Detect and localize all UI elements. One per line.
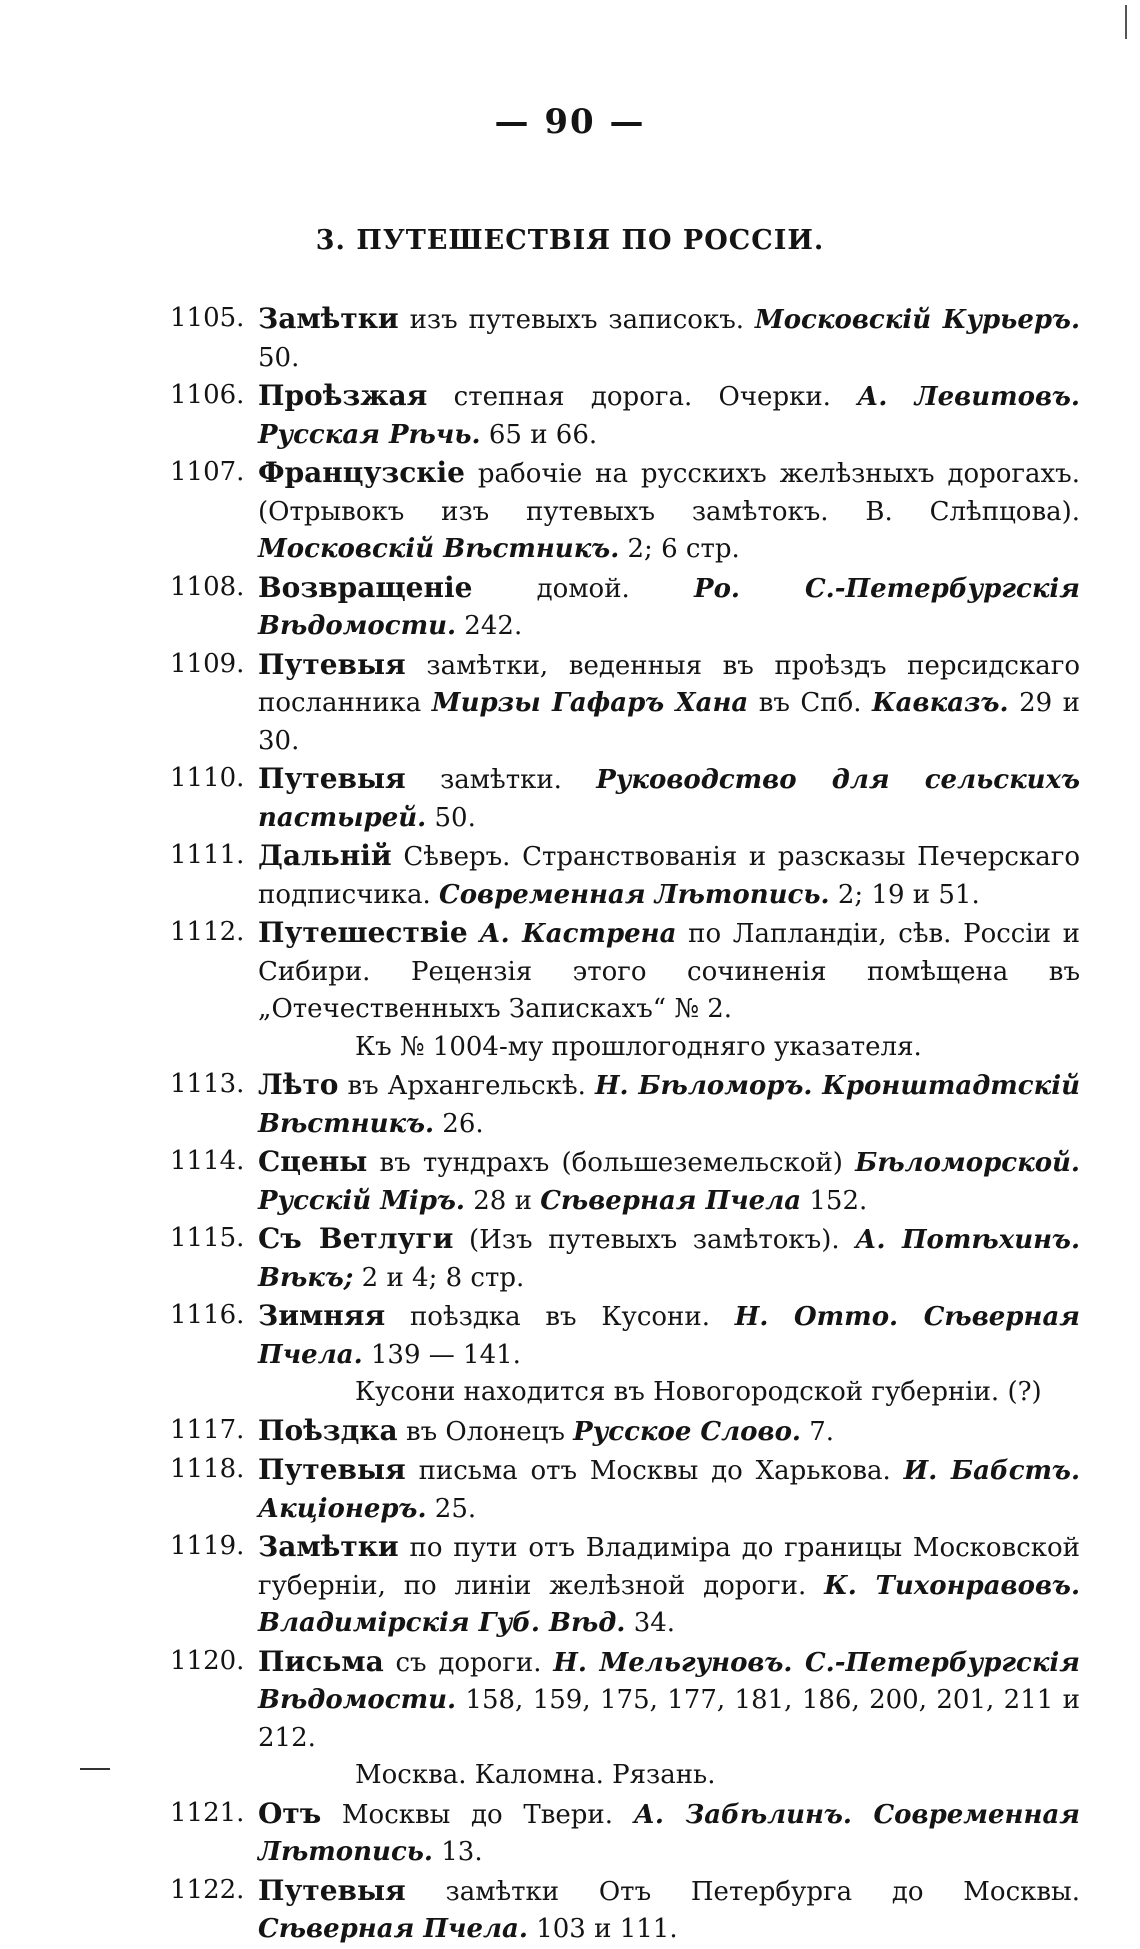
entry-source: Сѣверная Пчела. xyxy=(258,1914,528,1944)
entry-text: въ Олонецъ xyxy=(397,1416,574,1447)
entry-source: Н. Отто. Сѣверная Пчела. xyxy=(258,1302,1080,1370)
section-title: 3. ПУТЕШЕСТВІЯ ПО РОССІИ. xyxy=(315,225,825,256)
entry-note: Къ № 1004-му прошлогодняго указателя. xyxy=(355,1031,922,1062)
entry-number: 1105. xyxy=(170,303,245,333)
entry-text: поѣздка въ Кусони. xyxy=(385,1302,735,1332)
entry-text: съ дороги. xyxy=(383,1647,554,1678)
entry-text: 2; 6 стр. xyxy=(619,534,740,564)
list-item xyxy=(170,1220,1080,1297)
entry-text: замѣтки. xyxy=(405,765,597,795)
entry-source: Московскій Курьеръ. xyxy=(754,305,1081,335)
entry-number: 1111. xyxy=(170,840,245,870)
entry-source: Бѣломорской. Русскій Міръ. xyxy=(258,1148,1080,1216)
entry-number: 1117. xyxy=(170,1414,245,1445)
entry-title-keyword: Путешествіе xyxy=(258,916,468,949)
list-item xyxy=(170,646,1080,761)
entry-title-keyword: Французскіе xyxy=(258,456,465,489)
list-item xyxy=(170,300,1080,377)
margin-mark xyxy=(80,1768,110,1770)
entry-text: 242. xyxy=(456,611,523,641)
entry-title-keyword: Съ Ветлуги xyxy=(258,1222,454,1255)
entry-title-keyword: Замѣтки xyxy=(258,1530,399,1563)
entry-note: Кусони находится въ Новогородской губерніи. (?) xyxy=(355,1377,1042,1407)
entry-text: домой. xyxy=(472,573,695,604)
entry-source: Ро. С.-Петербургскія Вѣдомости. xyxy=(258,573,1080,641)
entry-title-keyword: Замѣтки xyxy=(258,302,399,335)
entry-number: 1112. xyxy=(170,917,245,947)
entry-text: степная дорога. Очерки. xyxy=(427,382,858,412)
entry-text: 25. xyxy=(426,1493,477,1524)
entry-text: по пути отъ Владиміра до границы Московской губерніи, по линіи желѣзной дороги. xyxy=(258,1533,1080,1601)
entry-text: въ тундрахъ (большеземельской) xyxy=(367,1148,856,1178)
entry-number: 1119. xyxy=(170,1531,245,1561)
entry-text: 50. xyxy=(258,342,300,373)
entry-text xyxy=(468,919,480,949)
entry-source: И. Бабстъ. Акціонеръ. xyxy=(258,1456,1080,1524)
entry-text: 152. xyxy=(801,1185,868,1216)
entry-text: замѣтки, веденныя въ проѣздъ персидскаго посланника xyxy=(258,650,1080,718)
entry-text: 28 и xyxy=(464,1185,541,1216)
entry-title-keyword: Проѣзжая xyxy=(258,379,428,412)
entry-source: К. Тихонравовъ. Владимірскія Губ. Вѣд. xyxy=(258,1570,1080,1638)
entry-text: замѣтки Отъ Петербурга до Москвы. xyxy=(405,1876,1080,1907)
entry-title-keyword: Путевыя xyxy=(258,1453,406,1486)
entry-title-keyword: Зимняя xyxy=(258,1299,386,1332)
entry-number: 1106. xyxy=(170,380,245,410)
list-item xyxy=(170,1412,1080,1452)
entry-source: А. Забѣлинъ. Современная Лѣтопись. xyxy=(258,1799,1080,1867)
entry-source: Московскій Вѣстникъ. xyxy=(258,534,620,564)
entry-text: въ Архангельскѣ. xyxy=(338,1071,595,1101)
entry-number: 1107. xyxy=(170,457,245,487)
entry-title-keyword: Сцены xyxy=(258,1145,368,1178)
list-item xyxy=(170,1795,1080,1872)
page-edge-mark xyxy=(1125,5,1127,39)
entry-title-keyword: Письма xyxy=(258,1644,384,1678)
entry-number: 1114. xyxy=(170,1146,245,1176)
entry-number: 1109. xyxy=(170,648,245,679)
entry-source: А. Потѣхинъ. Вѣкъ; xyxy=(258,1225,1081,1293)
entry-text: изъ путевыхъ записокъ. xyxy=(398,305,755,335)
list-item xyxy=(170,1066,1080,1143)
entry-source: Кавказъ. xyxy=(872,688,1009,718)
entry-text: 7. xyxy=(800,1416,835,1447)
entry-number: 1120. xyxy=(170,1645,245,1676)
entry-text: 65 и 66. xyxy=(480,419,598,450)
entry-number: 1113. xyxy=(170,1069,245,1099)
entry-title-keyword: Отъ xyxy=(258,1796,322,1830)
entry-title-keyword: Поѣздка xyxy=(258,1413,398,1447)
entry-text: 103 и 111. xyxy=(527,1914,678,1944)
entry-text: 29 и 30. xyxy=(258,688,1080,756)
entry-text: Москвы до Твери. xyxy=(321,1799,634,1830)
entry-text: рабочіе на русскихъ желѣзныхъ дорогахъ. (Отрывокъ изъ путевыхъ замѣтокъ. В. Слѣпцова). xyxy=(258,459,1080,527)
entry-source: Русское Слово. xyxy=(573,1416,801,1447)
entry-text: въ Спб. xyxy=(748,688,873,718)
entry-text: письма отъ Москвы до Харькова. xyxy=(405,1456,904,1486)
entry-source: А. Кастрена xyxy=(479,919,677,949)
entry-source: А. Левитовъ. Русская Рѣчь. xyxy=(258,382,1080,450)
entry-text: 139 — 141. xyxy=(362,1339,521,1370)
list-item xyxy=(170,1528,1080,1643)
entry-source: Н. Бѣломоръ. Кронштадтскій Вѣстникъ. xyxy=(258,1071,1080,1139)
entry-number: 1118. xyxy=(170,1454,245,1484)
entry-number: 1121. xyxy=(170,1797,245,1828)
entry-number: 1110. xyxy=(170,763,245,793)
entry-title-keyword: Путевыя xyxy=(258,1873,406,1907)
entry-text: по Лапландіи, сѣв. Россіи и Сибири. Рецензія этого сочиненія помѣщена въ „Отечественныхъ Запискахъ“ № 2. xyxy=(258,919,1080,1024)
entry-title-keyword: Лѣто xyxy=(258,1068,339,1101)
entry-title-keyword: Путевыя xyxy=(258,762,406,795)
list-item xyxy=(170,1451,1080,1528)
entry-number: 1108. xyxy=(170,571,245,602)
entry-text: 158, 159, 175, 177, 181, 186, 200, 201, 211 и 212. xyxy=(258,1685,1080,1753)
entry-text: 50. xyxy=(426,802,476,833)
list-item xyxy=(170,1143,1080,1220)
list-item xyxy=(170,837,1080,914)
list-item xyxy=(170,760,1080,837)
entry-title-keyword: Дальній xyxy=(258,839,392,872)
entry-title-keyword: Путевыя xyxy=(258,647,406,681)
page-number: — 90 — xyxy=(494,102,646,142)
entry-note: Москва. Каломна. Рязань. xyxy=(355,1760,716,1790)
list-item xyxy=(170,914,1080,1029)
entry-text: 2; 19 и 51. xyxy=(829,879,980,910)
entry-source: Современная Лѣтопись. xyxy=(439,879,830,910)
entry-source: Н. Мельгуновъ. С.-Петербургскія Вѣдомости. xyxy=(258,1647,1080,1715)
list-item xyxy=(170,1872,1080,1949)
entry-number: 1116. xyxy=(170,1300,245,1330)
entry-source: Мирзы Гафаръ Хана xyxy=(431,688,749,718)
entry-text: 2 и 4; 8 стр. xyxy=(353,1262,525,1293)
entry-text: 26. xyxy=(434,1108,484,1139)
entry-number: 1115. xyxy=(170,1223,245,1253)
bibliography-list xyxy=(170,300,1080,1949)
entry-source: Сѣверная Пчела xyxy=(540,1185,802,1216)
entry-text: Сѣверъ. Странствованія и разсказы Печерскаго подписчика. xyxy=(258,842,1080,910)
entry-title-keyword: Возвращеніе xyxy=(258,570,473,604)
list-item xyxy=(170,569,1080,646)
entry-text: 34. xyxy=(625,1608,676,1638)
list-item xyxy=(170,377,1080,454)
entry-text: 13. xyxy=(432,1837,483,1867)
entry-text: (Изъ путевыхъ замѣтокъ). xyxy=(453,1225,856,1255)
list-item xyxy=(170,454,1080,569)
list-item xyxy=(170,1297,1080,1374)
list-item xyxy=(170,1643,1080,1758)
entry-source: Руководство для сельскихъ пастырей. xyxy=(258,765,1080,833)
entry-number: 1122. xyxy=(170,1874,245,1905)
